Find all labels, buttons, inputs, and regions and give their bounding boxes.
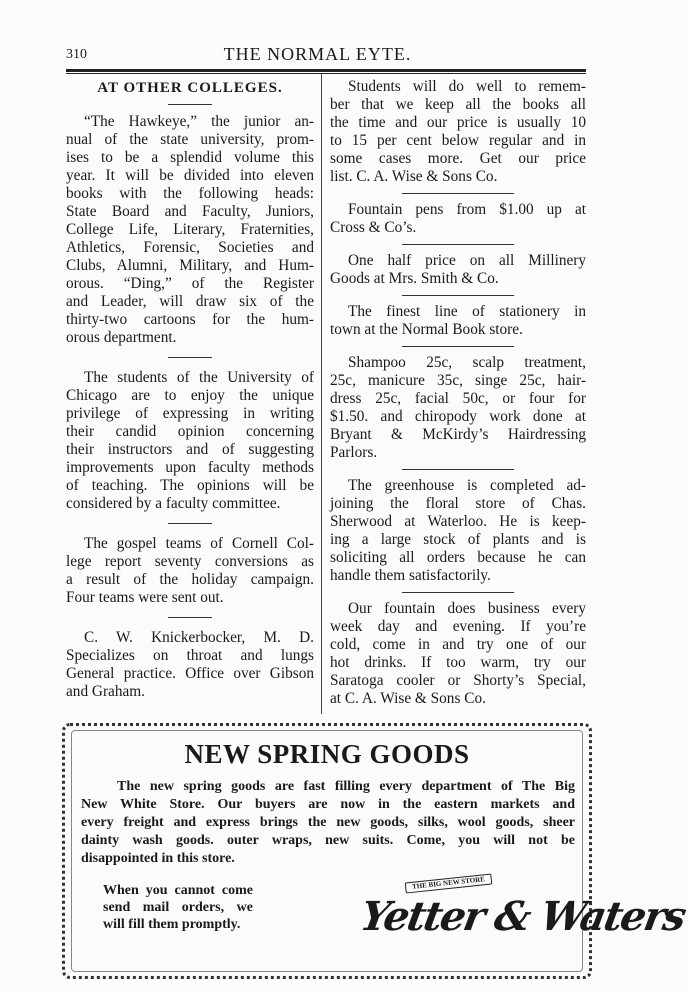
text-line: every freight and express brings the new goods, silks, wool goods, sheer: [81, 815, 575, 830]
text-line: State Board and Faculty, Juniors,: [66, 203, 314, 220]
text-line: lege report seventy conversions as: [66, 553, 314, 570]
text-line: Goods at Mrs. Smith & Co.: [330, 270, 499, 287]
text-line: C. W. Knickerbocker, M. D.: [84, 629, 314, 646]
separator-rule: [168, 617, 212, 618]
text-line: their candid opinion concerning: [66, 423, 314, 440]
text-line: Clubs, Alumni, Military, and Hum-: [66, 257, 314, 274]
title-rule: [168, 104, 212, 105]
text-line: handle them satisfactorily.: [330, 567, 491, 584]
text-line: Specializes on throat and lungs: [66, 647, 314, 664]
header-rule: [66, 69, 586, 74]
logo-banner: THE BIG NEW STORE: [405, 873, 493, 893]
notice-paragraph: [330, 252, 586, 288]
text-line: hot drinks. If too warm, try our: [330, 654, 586, 671]
separator-rule: [402, 193, 514, 194]
text-line: privilege of expressing in writing: [66, 405, 314, 422]
text-line: nual of the state university, prom-: [66, 131, 314, 148]
text-line: New White Store. Our buyers are now in the eastern markets and: [81, 797, 575, 812]
text-line: and Graham.: [66, 683, 146, 700]
text-line: One half price on all Millinery: [348, 252, 586, 269]
logo-name: Yetter & Waters: [356, 893, 688, 940]
text-line: disappointed in this store.: [81, 851, 235, 866]
text-line: dainty wash goods. outer wraps, new suits. Come, you will not be: [81, 833, 575, 848]
text-line: cold, come in and try one of our: [330, 636, 586, 653]
text-line: orous. “Ding,” of the Register: [66, 275, 314, 292]
notice-paragraph: [330, 354, 586, 462]
text-line: General practice. Office over Gibson: [66, 665, 314, 682]
notice-paragraph: [330, 477, 586, 585]
page-number: 310: [66, 47, 87, 62]
article-paragraph: [66, 369, 314, 513]
text-line: $1.50. and chiropody work done at: [330, 408, 586, 425]
text-line: send mail orders, we: [103, 900, 253, 915]
text-line: Athletics, Forensic, Societies and: [66, 239, 314, 256]
text-line: The finest line of stationery in: [348, 303, 586, 320]
notice-paragraph: [330, 303, 586, 339]
text-line: ber that we keep all the books all: [330, 96, 586, 113]
text-line: improvements upon faculty methods: [66, 459, 314, 476]
right-column: [330, 78, 586, 708]
article-paragraph: [66, 535, 314, 607]
separator-rule: [402, 295, 514, 296]
text-line: list. C. A. Wise & Sons Co.: [330, 168, 498, 185]
text-line: When you cannot come: [103, 883, 253, 898]
separator-rule: [168, 357, 212, 358]
separator-rule: [402, 244, 514, 245]
ad-mail-note: [103, 882, 253, 933]
text-line: to 15 per cent below regular and in: [330, 132, 586, 149]
text-line: Four teams were sent out.: [66, 589, 224, 606]
text-line: Sherwood at Waterloo. He is keep-: [330, 513, 586, 530]
text-line: ing a large stock of plants and is: [330, 531, 586, 548]
ad-title: NEW SPRING GOODS: [184, 739, 470, 769]
text-line: The gospel teams of Cornell Col-: [84, 535, 314, 552]
text-line: of teaching. The opinions will be: [66, 477, 314, 494]
text-line: “The Hawkeye,” the junior an-: [84, 113, 314, 130]
text-line: at C. A. Wise & Sons Co.: [330, 690, 486, 707]
text-line: Cross & Co’s.: [330, 219, 417, 236]
notice-paragraph: [330, 78, 586, 186]
article-paragraph: [66, 113, 314, 347]
text-line: Our fountain does business every: [348, 600, 586, 617]
text-line: books with the following heads:: [66, 185, 314, 202]
text-line: Parlors.: [330, 444, 378, 461]
text-line: a result of the holiday campaign.: [66, 571, 314, 588]
text-line: considered by a faculty committee.: [66, 495, 281, 512]
text-line: thirty-two cartoons for the hum-: [66, 311, 314, 328]
notice-paragraph: [330, 600, 586, 708]
text-line: Fountain pens from $1.00 up at: [348, 201, 586, 218]
section-title: AT OTHER COLLEGES.: [97, 80, 283, 96]
text-line: their instructors and of suggesting: [66, 441, 314, 458]
text-line: Students will do well to remem-: [348, 78, 586, 95]
ad-paragraph: [81, 778, 575, 868]
text-line: will fill them promptly.: [103, 917, 241, 932]
notice-paragraph: [330, 201, 586, 237]
store-logo: [356, 875, 688, 951]
running-title: THE NORMAL EYTE.: [223, 44, 412, 64]
column-divider: [321, 74, 322, 714]
text-line: joining the floral store of Chas.: [330, 495, 586, 512]
article-paragraph: [66, 629, 314, 701]
text-line: town at the Normal Book store.: [330, 321, 523, 338]
text-line: some cases more. Get our price: [330, 150, 586, 167]
text-line: Shampoo 25c, scalp treatment,: [348, 354, 586, 371]
text-line: Bryant & McKirdy’s Hairdressing: [330, 426, 586, 443]
text-line: The greenhouse is completed ad-: [348, 477, 586, 494]
text-line: the time and our price is usually 10: [330, 114, 586, 131]
text-line: Chicago are to enjoy the unique: [66, 387, 314, 404]
text-line: ises to be a splendid volume this: [66, 149, 314, 166]
text-line: year. It will be divided into eleven: [66, 167, 314, 184]
text-line: 25c, manicure 35c, singe 25c, hair-: [330, 372, 586, 389]
text-line: The students of the University of: [84, 369, 314, 386]
text-line: The new spring goods are fast filling every department of The Big: [117, 779, 575, 794]
ad-body: [81, 778, 575, 868]
text-line: orous department.: [66, 329, 177, 346]
text-line: College Life, Literary, Fraternities,: [66, 221, 314, 238]
text-line: Saratoga cooler or Shorty’s Special,: [330, 672, 586, 689]
separator-rule: [402, 592, 514, 593]
separator-rule: [402, 469, 514, 470]
separator-rule: [402, 346, 514, 347]
separator-rule: [168, 523, 212, 524]
text-line: week day and evening. If you’re: [330, 618, 586, 635]
left-column: [66, 78, 314, 701]
text-line: and Leader, will draw six of the: [66, 293, 314, 310]
advertisement-box: [62, 723, 688, 979]
text-line: soliciting all orders because he can: [330, 549, 586, 566]
text-line: dress 25c, facial 50c, or four for: [330, 390, 586, 407]
mail-paragraph: [103, 882, 253, 933]
